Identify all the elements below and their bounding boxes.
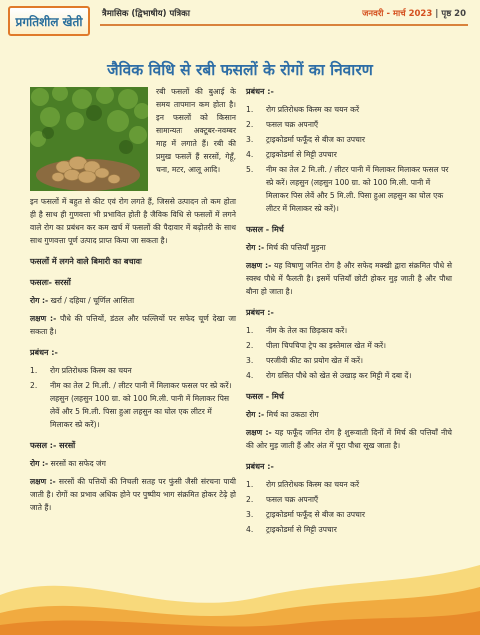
list-number: 5. bbox=[246, 165, 254, 174]
intro-paragraph: इन फसलों में बहुत से कीट एवं रोग लगते हैं, जिससे उत्पादन तो कम होता ही है साथ ही गुणवत्ता भी प्रभावित होती है जैविक विधि से फसलों में लगने वाले रोग का प्रबंधन कर कम खर्च में फसलों की पैदावार में बढ़ोतरी के साथ साथ गुणवत्ता पूर्ण उत्पाद प्राप्त किया जा सकता है। bbox=[30, 197, 236, 245]
list-item bbox=[246, 493, 452, 506]
disease-line bbox=[246, 408, 452, 421]
list-number: 2. bbox=[246, 120, 254, 129]
management-list bbox=[30, 364, 236, 431]
symptom-line bbox=[30, 475, 236, 514]
list-text: पीला चिपचिपा ट्रेप का इस्तेमाल खेत में करें। bbox=[266, 341, 386, 350]
management-heading: प्रबंधन :- bbox=[246, 462, 274, 471]
issue-date: जनवरी - मार्च 2023 bbox=[362, 9, 433, 19]
issue-info bbox=[362, 8, 466, 19]
symptom-label: लक्षण :- bbox=[30, 314, 57, 323]
disease-text: खर्रा / दहिया / चूर्णिल आसिता bbox=[50, 296, 135, 305]
list-text: फसल चक्र अपनाएँ bbox=[266, 120, 319, 129]
disease-label: रोग :- bbox=[246, 243, 265, 252]
list-number: 1. bbox=[246, 105, 254, 114]
management-heading: प्रबंधन :- bbox=[246, 308, 274, 317]
list-text: ट्राइकोडर्मा फफूँद से बीज का उपचार bbox=[266, 135, 365, 144]
list-number: 1. bbox=[246, 326, 254, 335]
list-number: 4. bbox=[246, 150, 254, 159]
list-number: 3. bbox=[246, 135, 254, 144]
list-item bbox=[246, 508, 452, 521]
list-item bbox=[246, 118, 452, 131]
magazine-logo bbox=[8, 6, 90, 36]
list-text: नीम का तेल 2 मि.ली. / लीटर पानी में मिलाकर फसल पर स्प्रे करें। लहसुन (लहसुन 100 ग्रा. को 100 मि.ली. पानी में मिलाकर पिस लेवें और 5 मि.ली. पिसा हुआ लहसुन का घोल एक लीटर में मिलाकर स्प्रे करें)। bbox=[50, 381, 232, 429]
disease-line bbox=[30, 457, 236, 470]
list-item bbox=[30, 364, 236, 377]
symptom-text: पौधे की पत्तियों, डंठल और फल्लियों पर सफेद चूर्ण देखा जा सकता है। bbox=[30, 314, 236, 336]
crop-heading-mustard: फसलः- सरसों bbox=[30, 278, 71, 287]
symptom-text: यह विषाणु जनित रोग है और सफेद मक्खी द्वारा संक्रमित पौधे से स्वस्थ पौधे में फैलती है। इसमें पत्तियाँ छोटी होकर मुड़ जाती है और पौधा बौना हो जाता है। bbox=[246, 261, 452, 296]
disease-label: रोग :- bbox=[30, 459, 49, 468]
list-text: रोग प्रतिरोधक किस्म का चयन करें bbox=[266, 105, 360, 114]
list-number: 4. bbox=[246, 371, 254, 380]
list-item bbox=[30, 379, 236, 431]
potato-field-photo bbox=[30, 87, 148, 191]
disease-text: सरसों का सफेद जंग bbox=[50, 459, 106, 468]
list-text: ट्राइकोडर्मा फफूँद से बीज का उपचार bbox=[266, 510, 365, 519]
list-number: 1. bbox=[30, 366, 38, 375]
logo-text: प्रगतिशील खेती bbox=[15, 14, 83, 29]
article-title: जैविक विधि से रबी फसलों के रोगों का निवारण bbox=[107, 61, 373, 79]
list-number: 2. bbox=[246, 495, 254, 504]
disease-label: रोग :- bbox=[30, 296, 49, 305]
right-column bbox=[246, 85, 452, 538]
header-divider bbox=[100, 24, 468, 26]
page-header bbox=[0, 0, 480, 44]
list-text: नीम का तेल 2 मि.ली. / लीटर पानी में मिलाकर मिलाकर फसल पर स्प्रे करें। लहसुन (लहसुन 100 ग्रा. को 100 मि.ली. पानी में मिलाकर पिस लेवें और 5 मि.ली. पिसा हुआ लहसुन का घोल एक लीटर में मिलाकर स्प्रे करें)। bbox=[266, 165, 449, 213]
intro-text-side: रबी फसलों की बुआई के समय तापमान कम होता है। इन फसलों को किसान सामान्यतः अक्टूबर-नवम्बर माह में लगाते हैं। रबी की प्रमुख फसलें हैं सरसों, गेहूँ, चना, मटर, आलू आदि। bbox=[156, 87, 236, 174]
symptom-text: सरसों की पत्तियों की निचली सतह पर फुंसी जैसी संरचना पायी जाती है। रोगों का प्रभाव अधिक होने पर पुष्पीय भाग संक्रमित होकर टेढ़े हो जाते हैं। bbox=[30, 477, 236, 512]
disease-text: मिर्च का उकठा रोग bbox=[266, 410, 319, 419]
list-number: 1. bbox=[246, 480, 254, 489]
list-number: 3. bbox=[246, 510, 254, 519]
list-number: 2. bbox=[246, 341, 254, 350]
list-text: ट्राइकोडर्मा से मिट्टी उपचार bbox=[266, 525, 337, 534]
symptom-line bbox=[246, 426, 452, 452]
list-item bbox=[246, 133, 452, 146]
management-heading: प्रबंधन :- bbox=[246, 87, 274, 96]
potato-field-illustration bbox=[30, 87, 148, 191]
header-separator: | bbox=[435, 9, 439, 19]
list-number: 2. bbox=[30, 381, 38, 390]
disease-label: रोग :- bbox=[246, 410, 265, 419]
disease-line bbox=[246, 241, 452, 254]
management-heading: प्रबंधन :- bbox=[30, 348, 58, 357]
disease-line bbox=[30, 294, 236, 307]
list-item bbox=[246, 103, 452, 116]
left-column bbox=[30, 85, 236, 514]
symptom-label: लक्षण :- bbox=[246, 428, 272, 437]
symptom-line bbox=[246, 259, 452, 298]
list-item bbox=[246, 354, 452, 367]
list-item bbox=[246, 339, 452, 352]
list-item bbox=[246, 478, 452, 491]
management-list bbox=[246, 103, 452, 215]
list-text: रोग प्रतिरोधक किस्म का चयन करें bbox=[266, 480, 360, 489]
list-text: फसल चक्र अपनाएँ bbox=[266, 495, 319, 504]
list-text: ट्राइकोडर्मा से मिट्टी उपचार bbox=[266, 150, 337, 159]
management-list bbox=[246, 324, 452, 382]
list-text: परजीवी कीट का प्रयोग खेत में करें। bbox=[266, 356, 363, 365]
symptom-label: लक्षण :- bbox=[30, 477, 56, 486]
symptom-text: यह फफूँद जनित रोग है शुरूवाती दिनों में मिर्च की पत्तियाँ नीचे की ओर मुड़ जाती हैं और अंत में पूरा पौधा सूख जाता है। bbox=[246, 428, 453, 450]
symptom-line bbox=[30, 312, 236, 338]
list-item bbox=[246, 163, 452, 215]
magazine-type: त्रैमासिक (द्विभाषीय) पत्रिका bbox=[102, 9, 190, 19]
list-item bbox=[246, 324, 452, 337]
list-text: नीम के तेल का छिड़काव करें। bbox=[266, 326, 348, 335]
list-text: रोग प्रतिरोधक किस्म का चयन bbox=[50, 366, 132, 375]
crop-heading-chilli: फसल - मिर्च bbox=[246, 225, 284, 234]
list-item bbox=[246, 369, 452, 382]
list-item bbox=[246, 148, 452, 161]
crop-heading-mustard-2: फसल :- सरसों bbox=[30, 441, 76, 450]
page-number: पृष्ठ 20 bbox=[441, 9, 466, 19]
decorative-wave-footer bbox=[0, 525, 480, 635]
list-number: 3. bbox=[246, 356, 254, 365]
disease-text: मिर्च की पत्तियाँ मुड़ना bbox=[266, 243, 326, 252]
list-number: 4. bbox=[246, 525, 254, 534]
crop-heading-chilli-2: फसल - मिर्च bbox=[246, 392, 284, 401]
list-text: रोग ग्रसित पौधे को खेत से उखाड़ कर मिट्टी में दबा दें। bbox=[266, 371, 412, 380]
section-heading: फसलों में लगने वाले बिमारी का बचावः bbox=[30, 257, 142, 266]
symptom-label: लक्षण :- bbox=[246, 261, 272, 270]
